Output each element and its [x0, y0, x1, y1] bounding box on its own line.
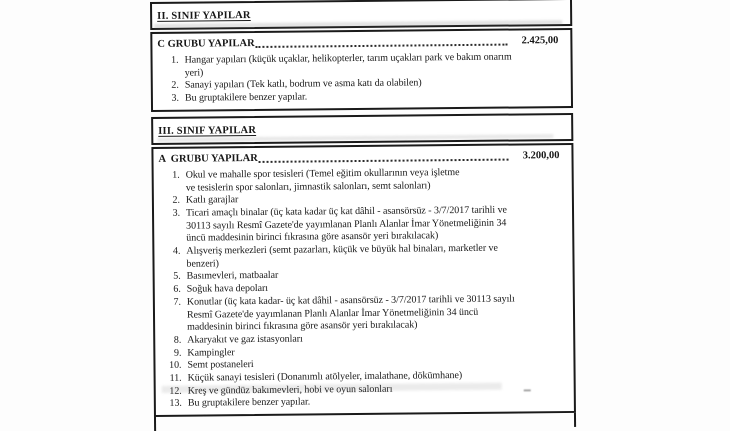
item-number: 1.	[171, 54, 179, 66]
item-text: Katlı garajlar	[185, 194, 239, 206]
group-value: 2.425,00	[521, 35, 559, 47]
item-text: Hangar yapıları (küçük uçaklar, helikopterler, tarım uçakları park ve bakım onarım yeri)	[184, 51, 512, 79]
group-box	[151, 143, 576, 417]
item-number: 6.	[173, 283, 181, 295]
item-text: Soğuk hava depoları	[186, 283, 269, 295]
list-item	[154, 204, 572, 246]
leader-dots	[256, 44, 508, 48]
item-number: 3.	[172, 207, 181, 219]
item-text: Sanayi yapıları (Tek katlı, bodrum ve asma katı da olabilen)	[184, 77, 422, 92]
item-number: 2.	[172, 194, 180, 207]
item-text: Konutlar (üç kata kadar- üç kat dâhil - asansörsüz - 3/7/2017 tarihli ve 30113 sayılı Resmî Gazete'de yayımlanan Planlı Alanlar İmar Yönetmeliğinin 34 üncü maddesinin birinci fıkrasına göre asansör yeri bırakılacak)	[186, 293, 515, 333]
class-header-box	[151, 113, 573, 145]
item-text: Bu gruptakilere benzer yapılar.	[187, 396, 311, 410]
item-text: Kampingler	[187, 346, 235, 359]
group-row	[153, 149, 571, 166]
group-label: C GRUBU YAPILAR	[157, 37, 255, 50]
item-number: 11.	[169, 372, 182, 384]
page-cutoff-border	[154, 413, 576, 431]
item-number: 7.	[173, 296, 181, 308]
leader-dots	[259, 158, 509, 162]
item-text: Küçük sanayi tesisleri (Donanımlı atölyeler, imalathane, dökümhane)	[187, 370, 463, 384]
item-text: Kreş ve gündüz bakımevleri, hobi ve oyun salonları	[187, 383, 393, 397]
group-value: 3.200,00	[522, 149, 560, 162]
list-item	[154, 166, 572, 195]
list-item	[155, 293, 573, 335]
item-number: 5.	[173, 271, 181, 283]
list-item	[153, 89, 571, 106]
item-text: Okul ve mahalle spor tesisleri (Temel eğitim okullarının veya işletme ve tesislerin spor salonları, jimnastik salonları, semt salonları)	[185, 166, 460, 194]
group-box	[150, 28, 573, 112]
group-label: A GRUBU YAPILAR	[158, 152, 258, 165]
item-number: 2.	[171, 80, 179, 92]
item-text: Ticari amaçlı binalar (üç kata kadar üç kat dâhil - asansörsüz - 3/7/2017 tarihli ve 30113 sayılı Resmî Gazete'de yayımlanan Planlı Alanlar İmar Yönetmeliğinin 34 üncü maddesinin birinci fıkrasına göre asansör yeri bırakılacak)	[185, 204, 507, 244]
items-list	[154, 166, 574, 411]
classification-section	[151, 113, 576, 431]
item-text: Basımevleri, matbaalar	[186, 270, 279, 283]
items-list	[153, 51, 571, 106]
list-item	[154, 242, 572, 271]
class-header-box	[150, 0, 572, 30]
item-number: 13.	[169, 398, 182, 410]
item-text: Semt postaneleri	[187, 359, 254, 372]
item-text: Akaryakıt ve gaz istasyonları	[187, 333, 303, 346]
item-text: Alışveriş merkezleri (semt pazarları, küçük ve büyük hal binaları, marketler ve benzeri)	[186, 242, 498, 270]
group-row	[152, 34, 570, 51]
scanned-table	[150, 0, 576, 431]
item-number: 8.	[173, 334, 182, 346]
item-number: 3.	[171, 92, 179, 104]
classification-section	[150, 0, 573, 112]
item-number: 12.	[169, 385, 182, 397]
item-number: 4.	[172, 245, 181, 257]
class-header-title: II. SINIF YAPILAR	[157, 10, 251, 22]
class-header-title: III. SINIF YAPILAR	[158, 124, 257, 137]
item-number: 1.	[172, 169, 180, 181]
item-number: 9.	[173, 347, 182, 359]
item-text: Bu gruptakilere benzer yapılar.	[184, 91, 308, 104]
list-item	[156, 394, 574, 411]
item-number: 10.	[169, 360, 182, 372]
